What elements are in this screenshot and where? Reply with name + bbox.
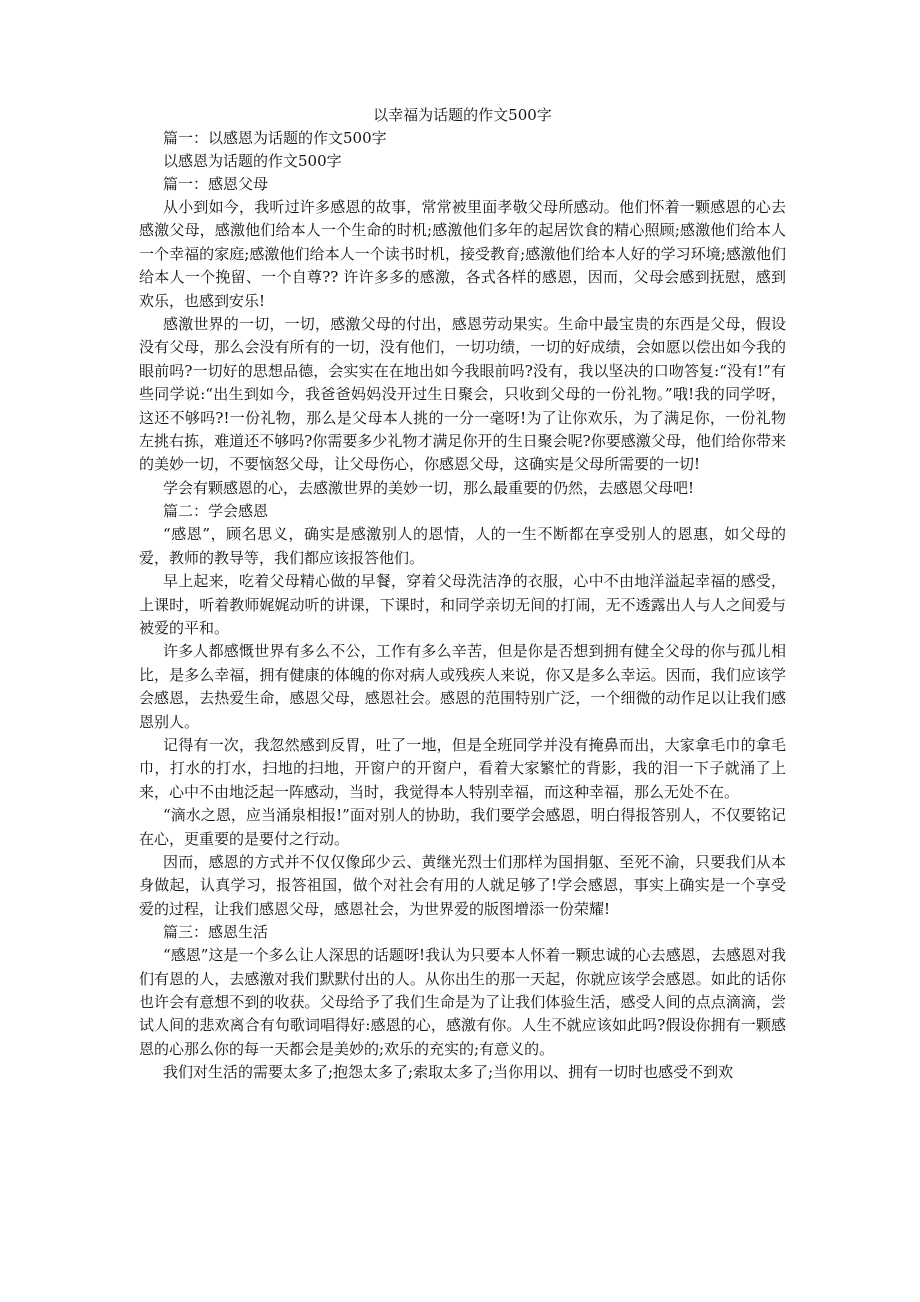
paragraph: 许多人都感慨世界有多么不公，工作有多么辛苦，但是你是否想到拥有健全父母的你与孤儿相比，是多么幸福，拥有健康的体魄的你对病人或残疾人来说，你又是多么幸运。因而，我们应该学会感恩，去热爱生命，感恩父母，感恩社会。感恩的范围特别广泛，一个细微的动作足以让我们感恩别人。 [139,642,786,731]
subsection-heading-1: 篇一：感恩父母 [163,175,269,193]
paragraph: 记得有一次，我忽然感到反胃，吐了一地，但是全班同学并没有掩鼻而出，大家拿毛巾的拿毛巾，打水的打水，扫地的扫地，开窗户的开窗户，看着大家繁忙的背影，我的泪一下子就涌了上来，心中不由地泛起一阵感动，当时，我觉得本人特别幸福，而这种幸福，那么无处不在。 [139,735,786,801]
paragraph: “感恩”，顾名思义，确实是感激别人的恩情，人的一生不断都在享受别人的恩惠，如父母的爱，教师的教导等，我们都应该报答他们。 [139,525,786,567]
paragraph: 从小到如今，我听过许多感恩的故事，常常被里面孝敬父母所感动。他们怀着一颗感恩的心去感激父母，感激他们给本人一个生命的时机;感激他们多年的起居饮食的精心照顾;感激他们给本人一个幸福的家庭;感激他们给本人一个读书时机，接受教育;感激他们给本人好的学习环境;感激他们给本人一个挽留、一个自尊?? 许许多多的感激，各式各样的感恩，因而，父母会感到抚慰，感到欢乐，也感到安乐! [139,198,786,310]
subtitle-line: 以感恩为话题的作文500字 [163,152,342,170]
paragraph: 学会有颗感恩的心，去感激世界的美妙一切，那么最重要的仍然，去感恩父母吧! [163,478,695,497]
paragraph: 我们对生活的需要太多了;抱怨太多了;索取太多了;当你用以、拥有一切时也感受不到欢 [163,1063,734,1082]
paragraph: “感恩”这是一个多么让人深思的话题呀!我认为只要本人怀着一颗忠诚的心去感恩，去感恩对我们有恩的人，去感激对我们默默付出的人。从你出生的那一天起，你就应该学会感恩。如此的话你也许会有意想不到的收获。父母给予了我们生命是为了让我们体验生活，感受人间的点点滴滴，尝试人间的悲欢离合有句歌词唱得好:感恩的心，感激有你。人生不就应该如此吗?假设你拥有一颗感恩的心那么你的每一天都会是美妙的;欢乐的充实的;有意义的。 [139,946,786,1058]
paragraph: 感激世界的一切，一切，感激父母的付出，感恩劳动果实。生命中最宝贵的东西是父母，假设没有父母，那么会没有所有的一切，没有他们，一切功绩，一切的好成绩，会如愿以偿出如今我的眼前吗?一切好的思想品德，会实实在在地出如今我眼前吗?没有，我以坚决的口吻答复:“没有!”有些同学说:“出生到如今，我爸爸妈妈没开过生日聚会，只收到父母的一份礼物。”哦!我的同学呀，这还不够吗?!一份礼物，那么是父母本人挑的一分一毫呀!为了让你欢乐，为了满足你，一份礼物左挑右拣，难道还不够吗?你需要多少礼物才满足你开的生日聚会呢?你要感激父母，他们给你带来的美妙一切，不要恼怒父母，让父母伤心，你感恩父母，这确实是父母所需要的一切! [139,315,786,474]
paragraph: 因而，感恩的方式并不仅仅像邱少云、黄继光烈士们那样为国捐躯、至死不渝，只要我们从本身做起，认真学习，报答祖国，做个对社会有用的人就足够了!学会感恩，事实上确实是一个享受爱的过程，让我们感恩父母，感恩社会，为世界爱的版图增添一份荣耀! [139,852,786,918]
section-heading-1: 篇一：以感恩为话题的作文500字 [163,129,387,147]
paragraph: “滴水之恩，应当涌泉相报!”面对别人的协助，我们要学会感恩，明白得报答别人，不仅要铭记在心，更重要的是要付之行动。 [139,806,786,848]
paragraph: 早上起来，吃着父母精心做的早餐，穿着父母洗洁净的衣服，心中不由地洋溢起幸福的感受，上课时，听着教师娓娓动听的讲课，下课时，和同学亲切无间的打闹，无不透露出人与人之间爱与被爱的平和。 [139,572,786,637]
section-heading-2: 篇二：学会感恩 [163,502,269,521]
document-page [139,104,786,1085]
document-title: 以幸福为话题的作文500字 [373,106,552,124]
section-heading-3: 篇三：感恩生活 [163,923,269,942]
